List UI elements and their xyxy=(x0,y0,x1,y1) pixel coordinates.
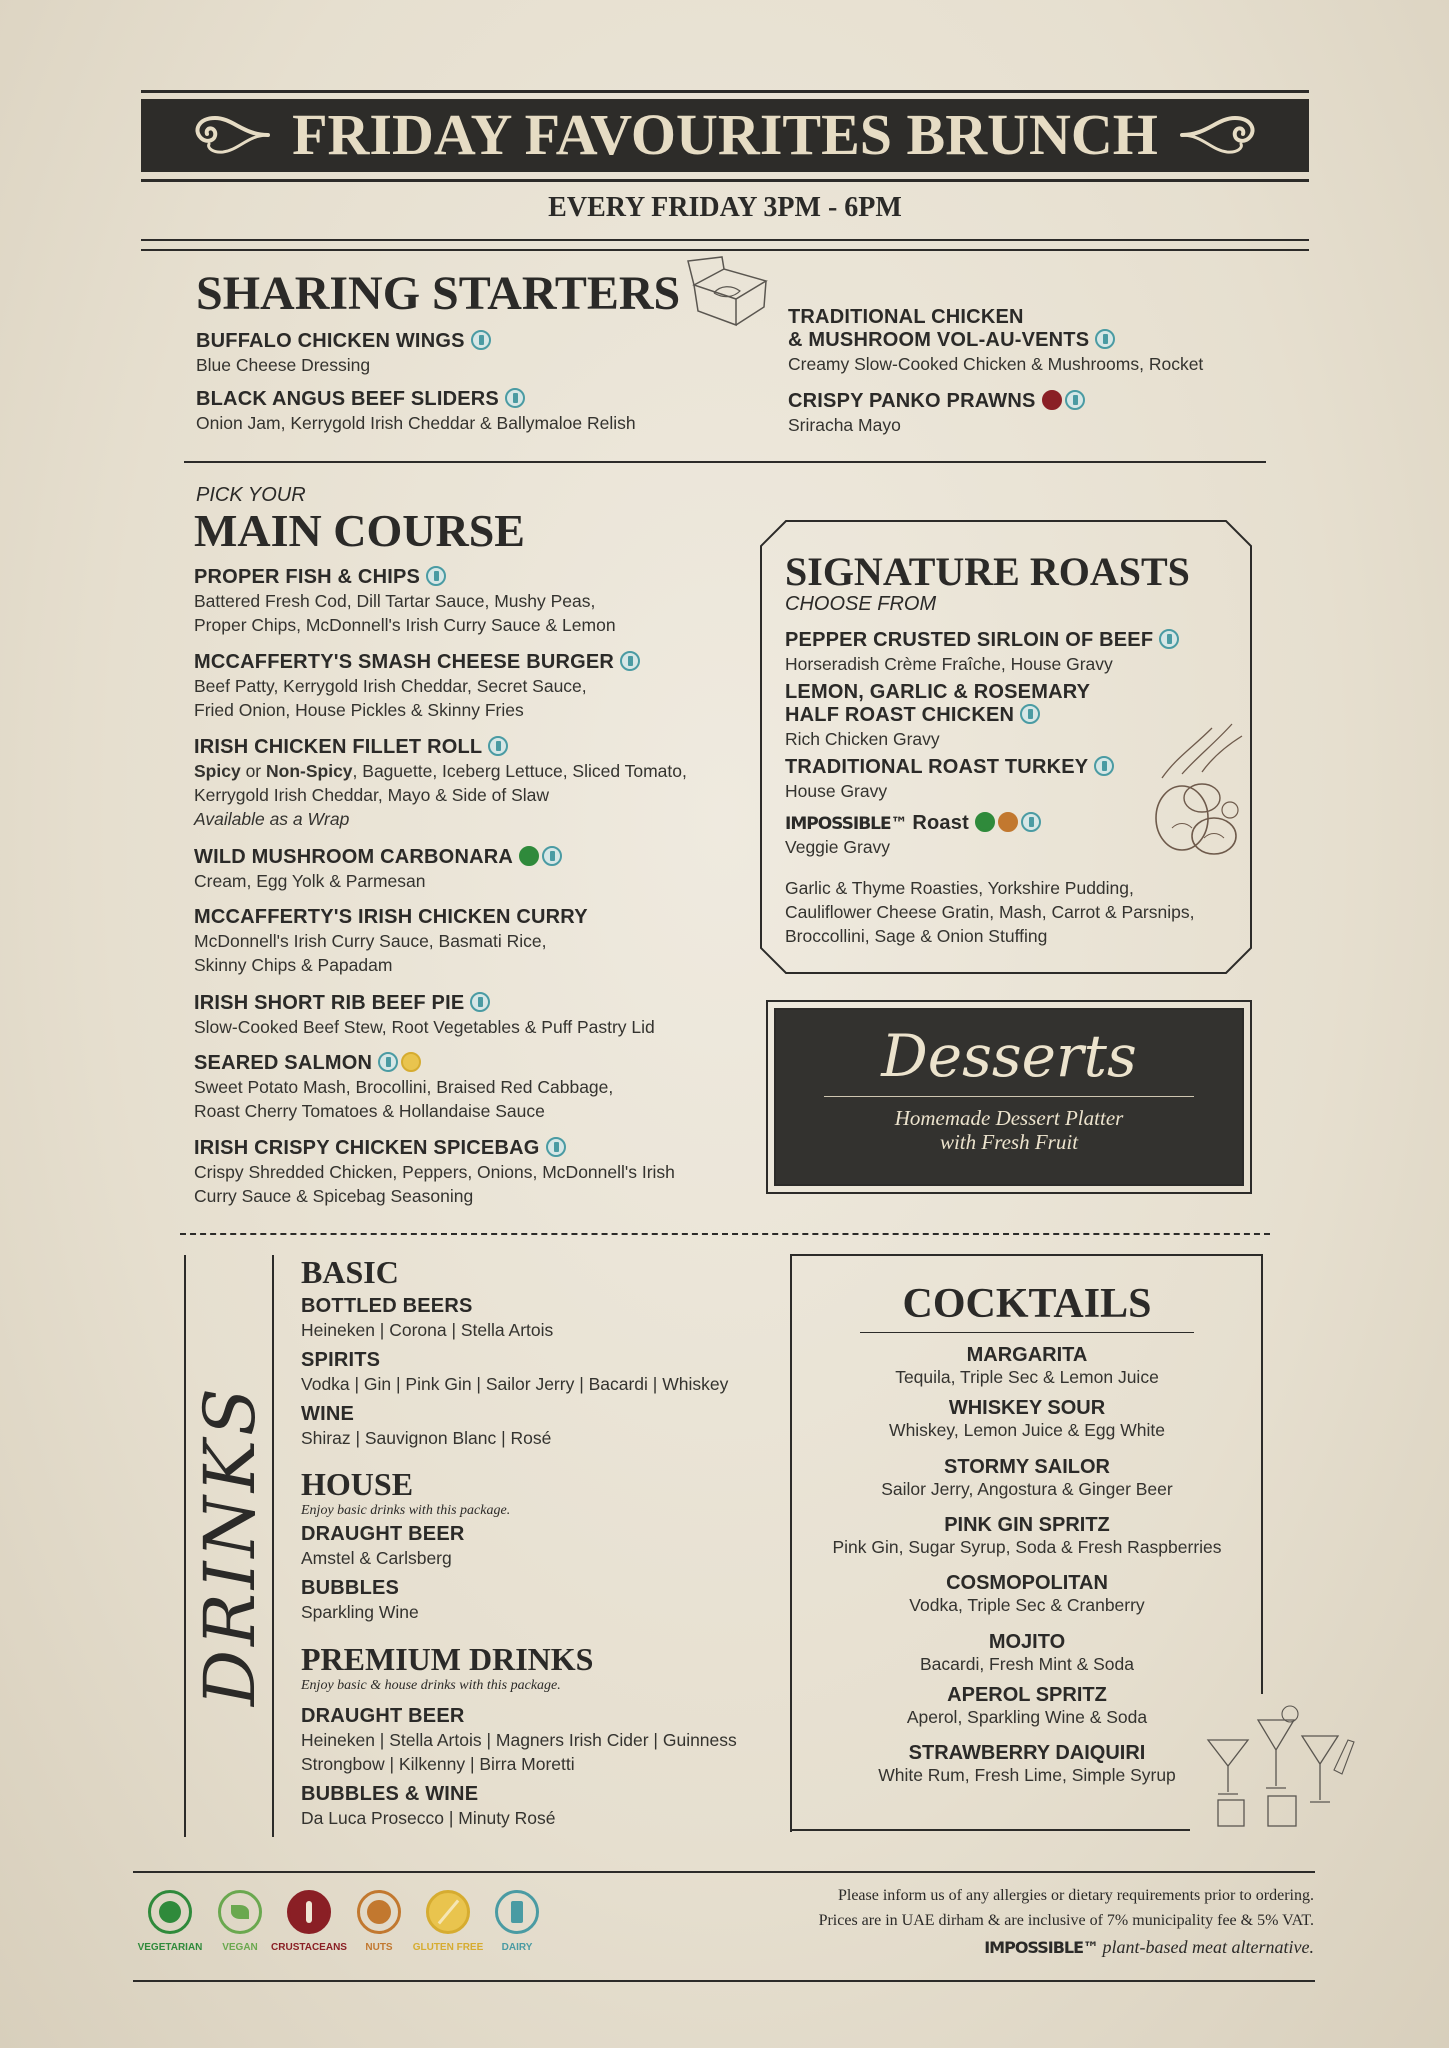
non-spicy-option: Non-Spicy xyxy=(266,761,353,781)
main-item xyxy=(194,992,655,1039)
main-item xyxy=(194,736,687,831)
vegetarian-icon xyxy=(975,812,995,832)
main-item-desc: Roast Cherry Tomatoes & Hollandaise Sauce xyxy=(194,1101,545,1121)
cocktail-item xyxy=(790,1631,1264,1675)
cocktails-rule xyxy=(860,1332,1194,1333)
dairy-icon xyxy=(1021,812,1041,832)
cocktail-desc: Tequila, Triple Sec & Lemon Juice xyxy=(895,1367,1159,1387)
main-item-name: IRISH CHICKEN FILLET ROLL xyxy=(194,736,483,758)
drink-name: BUBBLES & WINE xyxy=(301,1783,479,1805)
section-divider xyxy=(184,461,1266,463)
starter-item xyxy=(196,388,636,435)
header-divider xyxy=(141,239,1309,251)
house-note: Enjoy basic drinks with this package. xyxy=(301,1503,511,1518)
cocktail-name: WHISKEY SOUR xyxy=(948,1397,1106,1419)
drink-desc: Heineken | Corona | Stella Artois xyxy=(301,1320,554,1340)
roast-sides-line: Garlic & Thyme Roasties, Yorkshire Pudding, xyxy=(785,878,1134,898)
drink-item xyxy=(301,1577,419,1624)
cocktail-name: MOJITO xyxy=(988,1631,1066,1653)
main-item-desc: Beef Patty, Kerrygold Irish Cheddar, Secret Sauce, xyxy=(194,676,587,696)
takeaway-box-icon xyxy=(684,255,774,331)
main-item-desc: Slow-Cooked Beef Stew, Root Vegetables & Puff Pastry Lid xyxy=(194,1017,655,1037)
desserts-rule xyxy=(824,1096,1194,1097)
dairy-icon xyxy=(1094,756,1114,776)
main-item-name: MCCAFFERTY'S SMASH CHEESE BURGER xyxy=(194,651,615,673)
cocktail-desc: Aperol, Sparkling Wine & Soda xyxy=(906,1707,1148,1727)
legend-label: CRUSTACEANS xyxy=(271,1942,347,1953)
roasts-title: SIGNATURE ROASTS xyxy=(785,549,1190,594)
drink-desc: Sparkling Wine xyxy=(301,1602,419,1622)
roast-name-line1: LEMON, GARLIC & ROSEMARY xyxy=(785,681,1091,703)
house-title: HOUSE xyxy=(301,1466,414,1502)
dairy-icon xyxy=(495,1890,539,1934)
legend-label: NUTS xyxy=(365,1942,393,1953)
drink-name: DRAUGHT BEER xyxy=(301,1705,465,1727)
main-item-desc: McDonnell's Irish Curry Sauce, Basmati Rice, xyxy=(194,931,547,951)
cocktail-name: STORMY SAILOR xyxy=(944,1456,1110,1478)
main-item-desc: Kerrygold Irish Cheddar, Mayo & Side of Slaw xyxy=(194,785,550,805)
legend-label: VEGAN xyxy=(222,1942,258,1953)
vegan-icon xyxy=(218,1890,262,1934)
premium-title: PREMIUM DRINKS xyxy=(301,1641,594,1677)
swirl-ornament-right-icon xyxy=(1177,112,1277,158)
main-pretitle: PICK YOUR xyxy=(196,484,306,506)
footer-bottom-rule xyxy=(133,1980,1315,1982)
cocktail-glasses-illustration-icon xyxy=(1198,1700,1362,1830)
cocktail-desc: Whiskey, Lemon Juice & Egg White xyxy=(889,1420,1165,1440)
vegetarian-icon xyxy=(148,1890,192,1934)
cocktail-item xyxy=(790,1456,1264,1500)
main-item xyxy=(194,1137,675,1208)
cocktail-item xyxy=(790,1514,1264,1558)
dashed-divider xyxy=(180,1233,1270,1235)
allergy-notice: Please inform us of any allergies or dietary requirements prior to ordering. xyxy=(837,1887,1314,1904)
menu-subtitle: EVERY FRIDAY 3PM - 6PM xyxy=(548,192,902,223)
menu-title: FRIDAY FAVOURITES BRUNCH xyxy=(292,102,1158,167)
starter-desc: Blue Cheese Dressing xyxy=(196,355,371,375)
drink-desc: Heineken | Stella Artois | Magners Irish Cider | Guinness xyxy=(301,1730,737,1750)
drinks-label: DRINKS xyxy=(189,1384,271,1706)
main-item-name: SEARED SALMON xyxy=(194,1052,373,1074)
spicy-option: Spicy xyxy=(194,761,241,781)
main-item-desc: Curry Sauce & Spicebag Seasoning xyxy=(194,1186,474,1206)
legend-label: VEGETARIAN xyxy=(137,1942,203,1953)
cocktail-desc: Pink Gin, Sugar Syrup, Soda & Fresh Raspberries xyxy=(832,1537,1222,1557)
drink-name: DRAUGHT BEER xyxy=(301,1523,465,1545)
main-item-desc: Cream, Egg Yolk & Parmesan xyxy=(194,871,426,891)
dairy-icon xyxy=(488,736,508,756)
drink-desc: Shiraz | Sauvignon Blanc | Rosé xyxy=(301,1428,552,1448)
dairy-icon xyxy=(1095,329,1115,349)
roast-vegetables-illustration-icon xyxy=(1142,718,1248,868)
roast-sides xyxy=(785,876,1194,948)
starter-desc: Creamy Slow-Cooked Chicken & Mushrooms, Rocket xyxy=(788,354,1204,374)
roasts-subtitle: CHOOSE FROM xyxy=(785,593,937,615)
drink-item xyxy=(301,1403,551,1450)
drinks-vertical-title xyxy=(185,1255,275,1835)
main-item-desc: Battered Fresh Cod, Dill Tartar Sauce, Mushy Peas, xyxy=(194,591,596,611)
main-item-name: PROPER FISH & CHIPS xyxy=(194,566,421,588)
legend-label: DAIRY xyxy=(501,1942,533,1953)
main-item-name: WILD MUSHROOM CARBONARA xyxy=(194,846,514,868)
roast-desc: Horseradish Crème Fraîche, House Gravy xyxy=(785,654,1113,674)
cocktail-item xyxy=(790,1397,1264,1441)
cocktail-name: APEROL SPRITZ xyxy=(947,1684,1107,1706)
main-item-note: Available as a Wrap xyxy=(194,809,350,829)
main-item-name: IRISH SHORT RIB BEEF PIE xyxy=(194,992,465,1014)
starter-item xyxy=(196,330,491,377)
desserts-box xyxy=(766,1000,1252,1194)
roast-name: Roast xyxy=(906,812,969,834)
vegetarian-icon xyxy=(519,846,539,866)
drink-item xyxy=(301,1523,465,1570)
main-item xyxy=(194,566,616,637)
dairy-icon xyxy=(426,566,446,586)
signature-roasts-box xyxy=(760,520,1252,974)
cocktail-item xyxy=(790,1344,1264,1388)
main-item-desc: Proper Chips, McDonnell's Irish Curry Sauce & Lemon xyxy=(194,615,616,635)
gluten-free-icon xyxy=(401,1052,421,1072)
option-separator: or xyxy=(240,761,266,781)
nuts-icon xyxy=(357,1890,401,1934)
desserts-desc-line: Homemade Dessert Platter xyxy=(894,1106,1124,1130)
main-item-desc: , Baguette, Iceberg Lettuce, Sliced Tomato, xyxy=(352,761,687,781)
impossible-desc: plant-based meat alternative. xyxy=(1098,1937,1314,1957)
drink-item xyxy=(301,1705,737,1776)
impossible-brand: IMPOSSIBLE™ xyxy=(785,814,907,834)
dairy-icon xyxy=(1020,704,1040,724)
roast-item xyxy=(785,681,1090,751)
desserts-desc-line: with Fresh Fruit xyxy=(939,1130,1079,1154)
nuts-icon xyxy=(998,812,1018,832)
dairy-icon xyxy=(620,651,640,671)
dairy-icon xyxy=(505,388,525,408)
starter-name: CRISPY PANKO PRAWNS xyxy=(788,390,1036,412)
dairy-icon xyxy=(378,1052,398,1072)
starter-name: BLACK ANGUS BEEF SLIDERS xyxy=(196,388,499,410)
main-item-desc: Crispy Shredded Chicken, Peppers, Onions, McDonnell's Irish xyxy=(194,1162,675,1182)
roast-desc: Veggie Gravy xyxy=(785,837,891,857)
basic-title: BASIC xyxy=(301,1254,399,1290)
main-item-desc: Fried Onion, House Pickles & Skinny Fries xyxy=(194,700,524,720)
cocktail-item xyxy=(790,1742,1264,1786)
dairy-icon xyxy=(1065,390,1085,410)
main-item-desc: Skinny Chips & Papadam xyxy=(194,955,393,975)
roast-name: PEPPER CRUSTED SIRLOIN OF BEEF xyxy=(785,629,1154,651)
impossible-notice xyxy=(984,1937,1314,1958)
dairy-icon xyxy=(470,992,490,1012)
starter-name-line1: TRADITIONAL CHICKEN xyxy=(788,306,1024,328)
roast-sides-line: Broccollini, Sage & Onion Stuffing xyxy=(785,926,1048,946)
cocktail-item xyxy=(790,1684,1264,1728)
drink-item xyxy=(301,1783,556,1830)
starter-item xyxy=(788,390,1085,437)
cocktail-desc: Bacardi, Fresh Mint & Soda xyxy=(920,1654,1134,1674)
drink-desc: Strongbow | Kilkenny | Birra Moretti xyxy=(301,1754,575,1774)
main-item-name: MCCAFFERTY'S IRISH CHICKEN CURRY xyxy=(194,906,588,928)
cocktails-title: COCKTAILS xyxy=(902,1281,1152,1327)
starters-title: SHARING STARTERS xyxy=(196,267,681,320)
drink-desc: Amstel & Carlsberg xyxy=(301,1548,452,1568)
main-title: MAIN COURSE xyxy=(194,505,525,556)
starter-desc: Sriracha Mayo xyxy=(788,415,901,435)
main-item xyxy=(194,651,640,722)
dairy-icon xyxy=(471,330,491,350)
dairy-icon xyxy=(546,1137,566,1157)
legend-dairy xyxy=(487,1890,547,1953)
cocktail-desc: Vodka, Triple Sec & Cranberry xyxy=(909,1595,1145,1615)
legend-label: GLUTEN FREE xyxy=(412,1942,484,1953)
main-item xyxy=(194,1052,613,1123)
main-item-name: IRISH CRISPY CHICKEN SPICEBAG xyxy=(194,1137,540,1159)
cocktail-item xyxy=(790,1572,1264,1616)
drink-desc: Vodka | Gin | Pink Gin | Sailor Jerry | Bacardi | Whiskey xyxy=(301,1374,729,1394)
cocktail-desc: Sailor Jerry, Angostura & Ginger Beer xyxy=(881,1479,1173,1499)
gluten-free-icon xyxy=(426,1890,470,1934)
drink-name: BUBBLES xyxy=(301,1577,400,1599)
premium-note: Enjoy basic & house drinks with this package. xyxy=(301,1678,561,1693)
starter-item xyxy=(788,306,1203,376)
main-item-desc: Sweet Potato Mash, Brocollini, Braised Red Cabbage, xyxy=(194,1077,614,1097)
drink-name: WINE xyxy=(301,1403,355,1425)
drink-name: SPIRITS xyxy=(301,1349,381,1371)
cocktails-box xyxy=(790,1254,1264,1832)
crustaceans-icon xyxy=(1042,390,1062,410)
dairy-icon xyxy=(1159,629,1179,649)
footer-top-rule xyxy=(133,1871,1315,1873)
drink-item xyxy=(301,1295,553,1342)
header-banner xyxy=(141,90,1309,182)
drink-name: BOTTLED BEERS xyxy=(301,1295,473,1317)
roast-item xyxy=(785,812,1041,859)
roast-desc: House Gravy xyxy=(785,781,888,801)
roast-item xyxy=(785,756,1114,803)
main-item xyxy=(194,846,562,893)
drink-desc: Da Luca Prosecco | Minuty Rosé xyxy=(301,1808,556,1828)
dairy-icon xyxy=(542,846,562,866)
cocktail-desc: White Rum, Fresh Lime, Simple Syrup xyxy=(878,1765,1176,1785)
drink-item xyxy=(301,1349,728,1396)
cocktail-name: MARGARITA xyxy=(966,1344,1088,1366)
starter-name-line2: & MUSHROOM VOL-AU-VENTS xyxy=(788,329,1090,351)
desserts-desc xyxy=(766,1106,1252,1154)
starter-name: BUFFALO CHICKEN WINGS xyxy=(196,330,465,352)
price-notice: Prices are in UAE dirham & are inclusive of 7% municipality fee & 5% VAT. xyxy=(818,1912,1314,1929)
crustaceans-icon xyxy=(287,1890,331,1934)
roast-sides-line: Cauliflower Cheese Gratin, Mash, Carrot & Parsnips, xyxy=(785,902,1195,922)
roast-desc: Rich Chicken Gravy xyxy=(785,729,940,749)
roast-item xyxy=(785,629,1179,676)
desserts-title: Desserts xyxy=(881,1022,1137,1090)
roast-name: TRADITIONAL ROAST TURKEY xyxy=(785,756,1089,778)
roast-name-line2: HALF ROAST CHICKEN xyxy=(785,704,1015,726)
cocktail-name: COSMOPOLITAN xyxy=(946,1572,1108,1594)
cocktail-name: STRAWBERRY DAIQUIRI xyxy=(908,1742,1146,1764)
impossible-brand: IMPOSSIBLE™ xyxy=(984,1938,1099,1957)
cocktail-name: PINK GIN SPRITZ xyxy=(944,1514,1110,1536)
starter-desc: Onion Jam, Kerrygold Irish Cheddar & Ballymaloe Relish xyxy=(196,413,636,433)
main-item xyxy=(194,906,588,977)
